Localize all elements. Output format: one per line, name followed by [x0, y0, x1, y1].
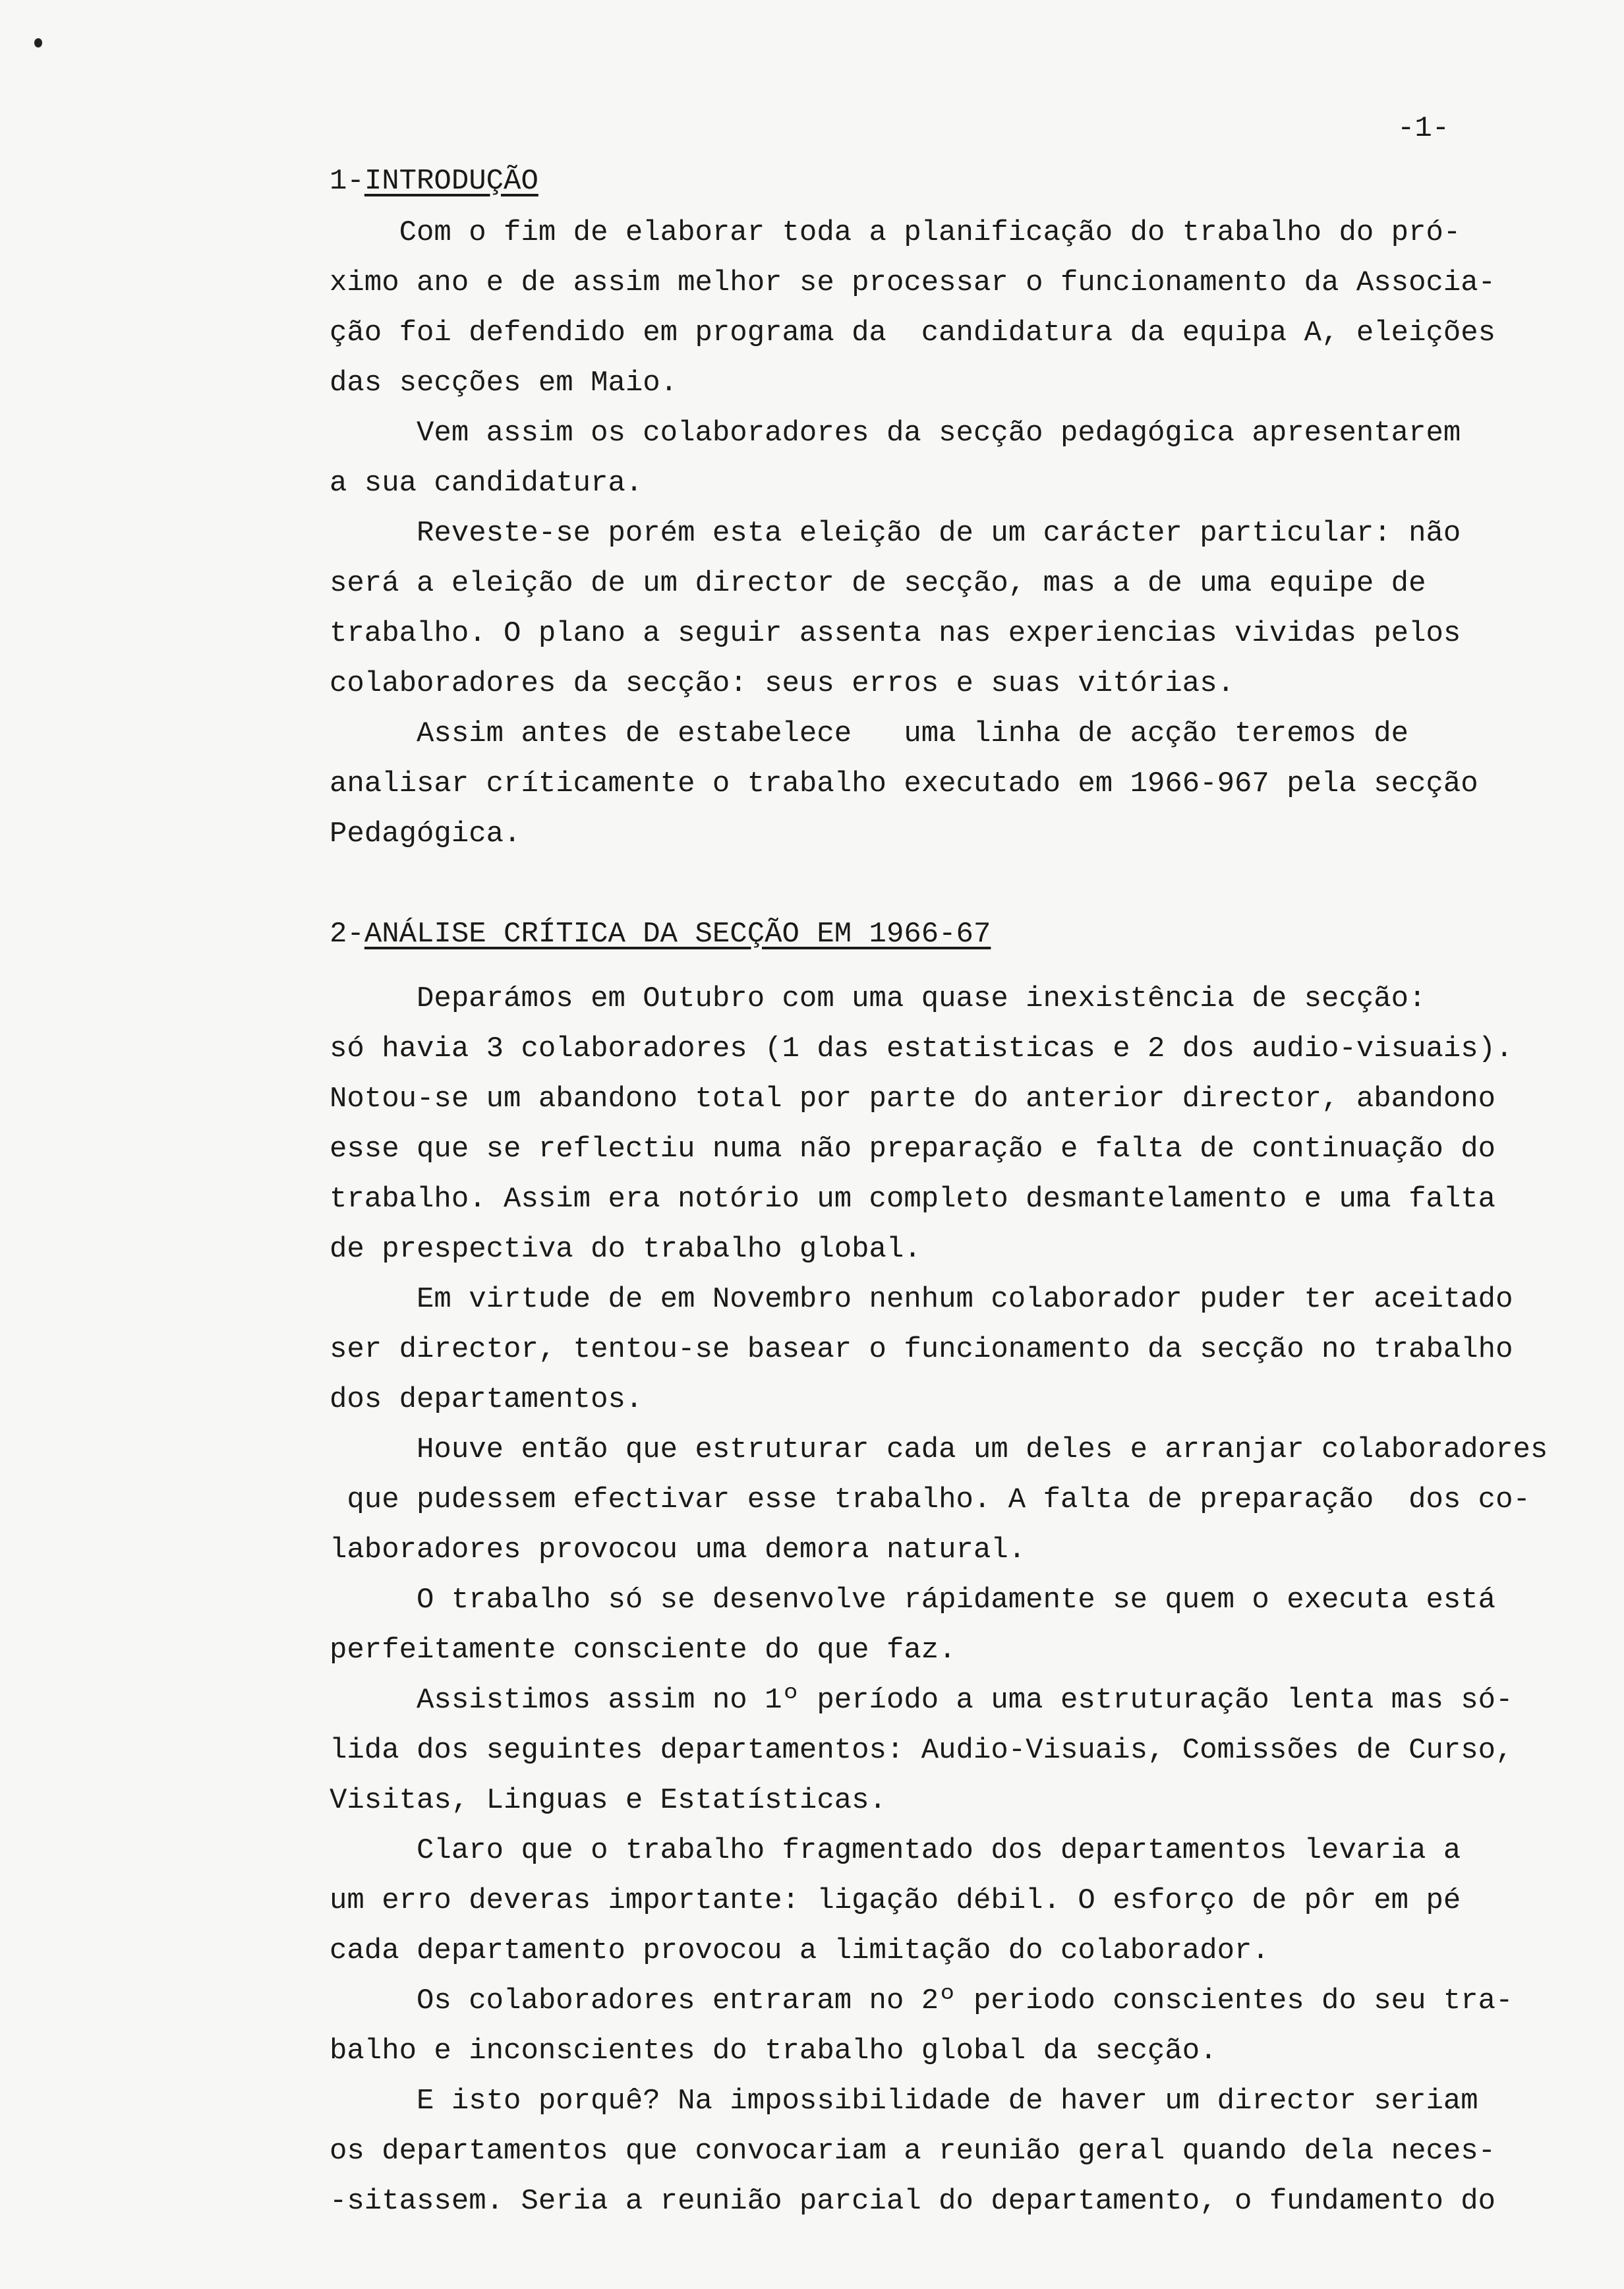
text-line: ximo ano e de assim melhor se processar o funcionamento da Associa- — [330, 266, 1496, 299]
section-1-heading — [330, 165, 538, 198]
text-line: ser director, tentou-se basear o funcionamento da secção no trabalho — [330, 1333, 1513, 1366]
page-number: -1- — [1397, 112, 1450, 145]
text-line: Assim antes de estabelece uma linha de acção teremos de — [330, 717, 1409, 750]
text-line: que pudessem efectivar esse trabalho. A falta de preparação dos co- — [330, 1483, 1530, 1516]
text-line: a sua candidatura. — [330, 467, 643, 500]
text-line: perfeitamente consciente do que faz. — [330, 1634, 956, 1667]
section-1-title: INTRODUÇÃO — [364, 165, 538, 198]
text-line: cada departamento provocou a limitação do colaborador. — [330, 1934, 1269, 1967]
text-line: ção foi defendido em programa da candidatura da equipa A, eleições — [330, 316, 1496, 349]
text-line: Assistimos assim no 1º período a uma estruturação lenta mas só- — [330, 1684, 1513, 1717]
text-line: Reveste-se porém esta eleição de um carácter particular: não — [330, 517, 1461, 550]
section-2-heading — [330, 918, 991, 951]
text-line: Os colaboradores entraram no 2º periodo conscientes do seu tra- — [330, 1984, 1513, 2017]
text-line: colaboradores da secção: seus erros e suas vitórias. — [330, 667, 1235, 700]
text-line: Houve então que estruturar cada um deles e arranjar colaboradores — [330, 1433, 1548, 1466]
section-2-number: 2- — [330, 918, 364, 951]
text-line: Visitas, Linguas e Estatísticas. — [330, 1784, 886, 1817]
text-line: Pedagógica. — [330, 818, 521, 850]
text-line: Com o fim de elaborar toda a planificação do trabalho do pró- — [330, 216, 1461, 249]
text-line: analisar críticamente o trabalho executado em 1966-967 pela secção — [330, 767, 1478, 800]
text-line: das secções em Maio. — [330, 367, 678, 400]
text-line: os departamentos que convocariam a reunião geral quando dela neces- — [330, 2135, 1496, 2168]
text-line: O trabalho só se desenvolve rápidamente se quem o executa está — [330, 1584, 1496, 1617]
text-line: -sitassem. Seria a reunião parcial do departamento, o fundamento do — [330, 2185, 1496, 2218]
text-line: lida dos seguintes departamentos: Audio-Visuais, Comissões de Curso, — [330, 1734, 1513, 1767]
text-line: laboradores provocou uma demora natural. — [330, 1533, 1026, 1566]
section-1-number: 1- — [330, 165, 364, 198]
text-line: de prespectiva do trabalho global. — [330, 1233, 921, 1266]
punch-mark — [34, 38, 42, 47]
text-line: trabalho. Assim era notório um completo desmantelamento e uma falta — [330, 1183, 1496, 1216]
text-line: trabalho. O plano a seguir assenta nas experiencias vividas pelos — [330, 617, 1461, 650]
text-line: será a eleição de um director de secção, mas a de uma equipe de — [330, 567, 1426, 600]
text-line: um erro deveras importante: ligação débil. O esforço de pôr em pé — [330, 1884, 1461, 1917]
text-line: Deparámos em Outubro com uma quase inexistência de secção: — [330, 982, 1426, 1015]
text-line: E isto porquê? Na impossibilidade de haver um director seriam — [330, 2085, 1478, 2118]
text-line: balho e inconscientes do trabalho global da secção. — [330, 2035, 1217, 2067]
section-2-title: ANÁLISE CRÍTICA DA SECÇÃO EM 1966-67 — [364, 918, 991, 951]
text-line: dos departamentos. — [330, 1383, 643, 1416]
text-line: esse que se reflectiu numa não preparação e falta de continuação do — [330, 1133, 1496, 1166]
text-line: só havia 3 colaboradores (1 das estatisticas e 2 dos audio-visuais). — [330, 1032, 1513, 1065]
text-line: Notou-se um abandono total por parte do anterior director, abandono — [330, 1083, 1496, 1115]
text-line: Vem assim os colaboradores da secção pedagógica apresentarem — [330, 417, 1461, 450]
text-line: Em virtude de em Novembro nenhum colaborador puder ter aceitado — [330, 1283, 1513, 1316]
text-line: Claro que o trabalho fragmentado dos departamentos levaria a — [330, 1834, 1461, 1867]
